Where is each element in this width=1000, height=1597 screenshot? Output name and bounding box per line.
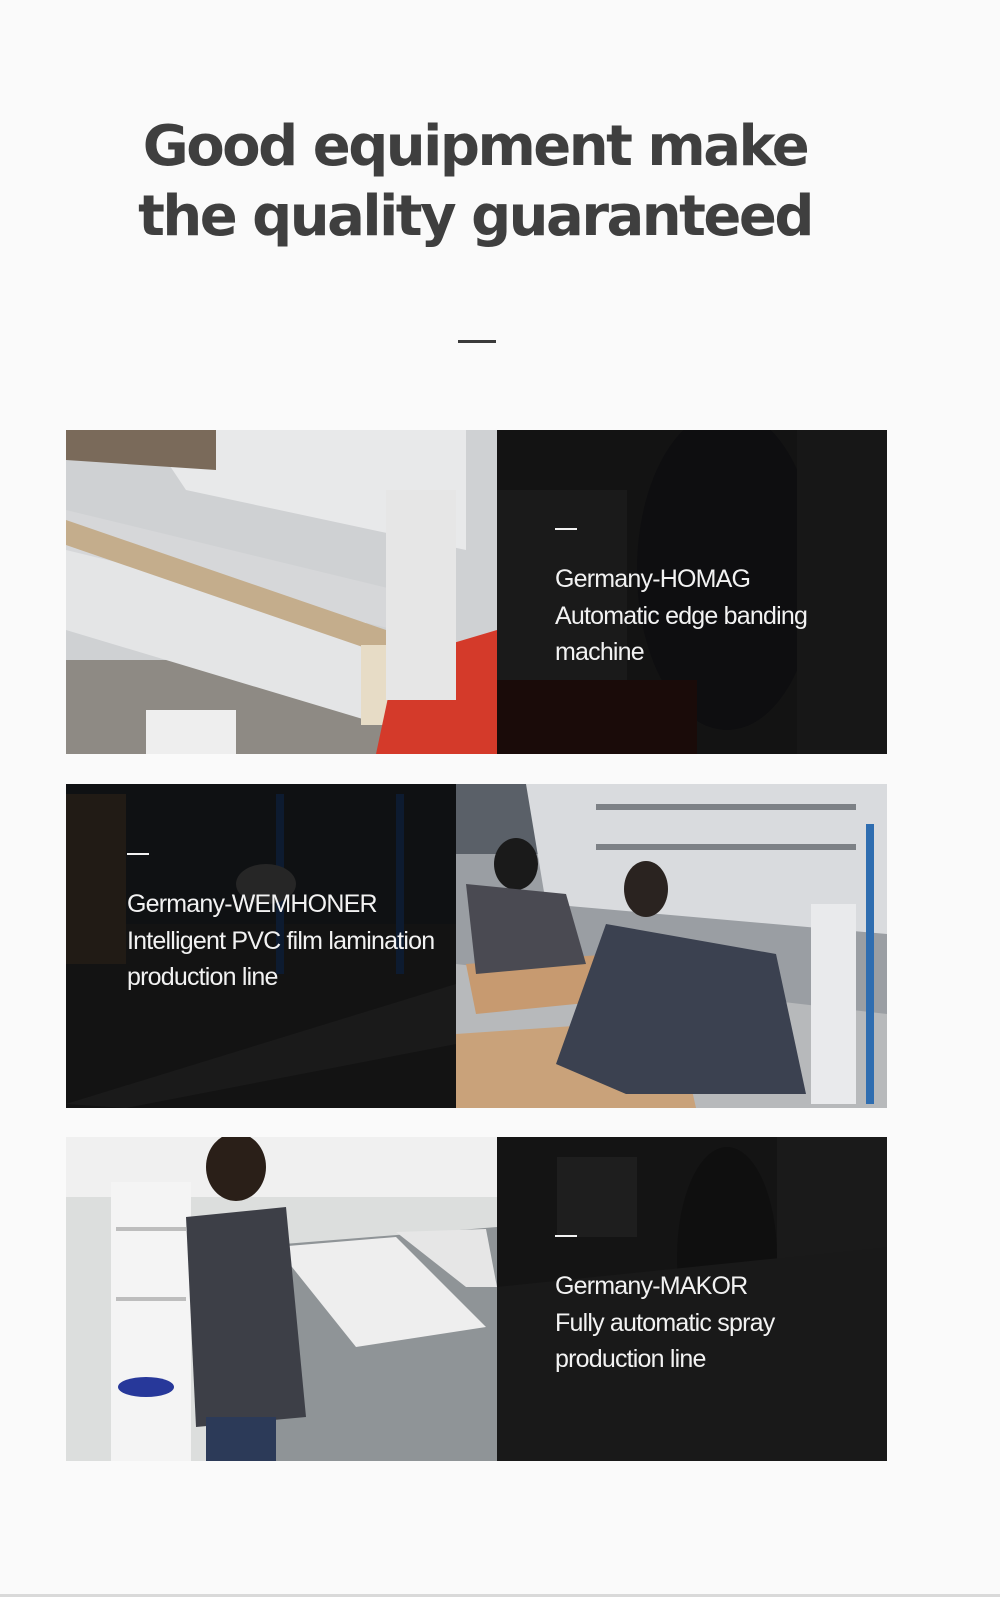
- spray-line-photo: [66, 1137, 497, 1461]
- caption-line: Automatic edge banding: [555, 601, 808, 630]
- caption-line: Germany-WEMHONER: [127, 890, 377, 918]
- page-title-line-2: the quality guaranteed: [138, 184, 812, 249]
- caption-makor: [555, 1235, 774, 1378]
- page-title: [0, 112, 950, 252]
- caption-line: production line: [555, 1345, 706, 1373]
- caption-dash: [555, 1235, 577, 1237]
- lamination-line-photo: [456, 784, 887, 1108]
- page-title-line-1: Good equipment make: [142, 114, 808, 179]
- caption-wemhoner: [127, 853, 434, 996]
- caption-dash: [555, 528, 577, 530]
- edge-banding-machine-photo: [66, 430, 497, 754]
- title-divider: [458, 340, 496, 343]
- equipment-card-homag: [66, 430, 887, 754]
- caption-line: machine: [555, 638, 644, 666]
- caption-homag: [555, 528, 807, 671]
- caption-line: Germany-HOMAG: [555, 565, 751, 593]
- caption-line: Fully automatic spray: [555, 1308, 775, 1337]
- caption-line: Intelligent PVC film lamination: [127, 926, 435, 955]
- equipment-card-makor: [66, 1137, 887, 1461]
- caption-line: production line: [127, 963, 278, 991]
- caption-dash: [127, 853, 149, 855]
- equipment-card-wemhoner: [66, 784, 887, 1108]
- caption-line: Germany-MAKOR: [555, 1272, 748, 1300]
